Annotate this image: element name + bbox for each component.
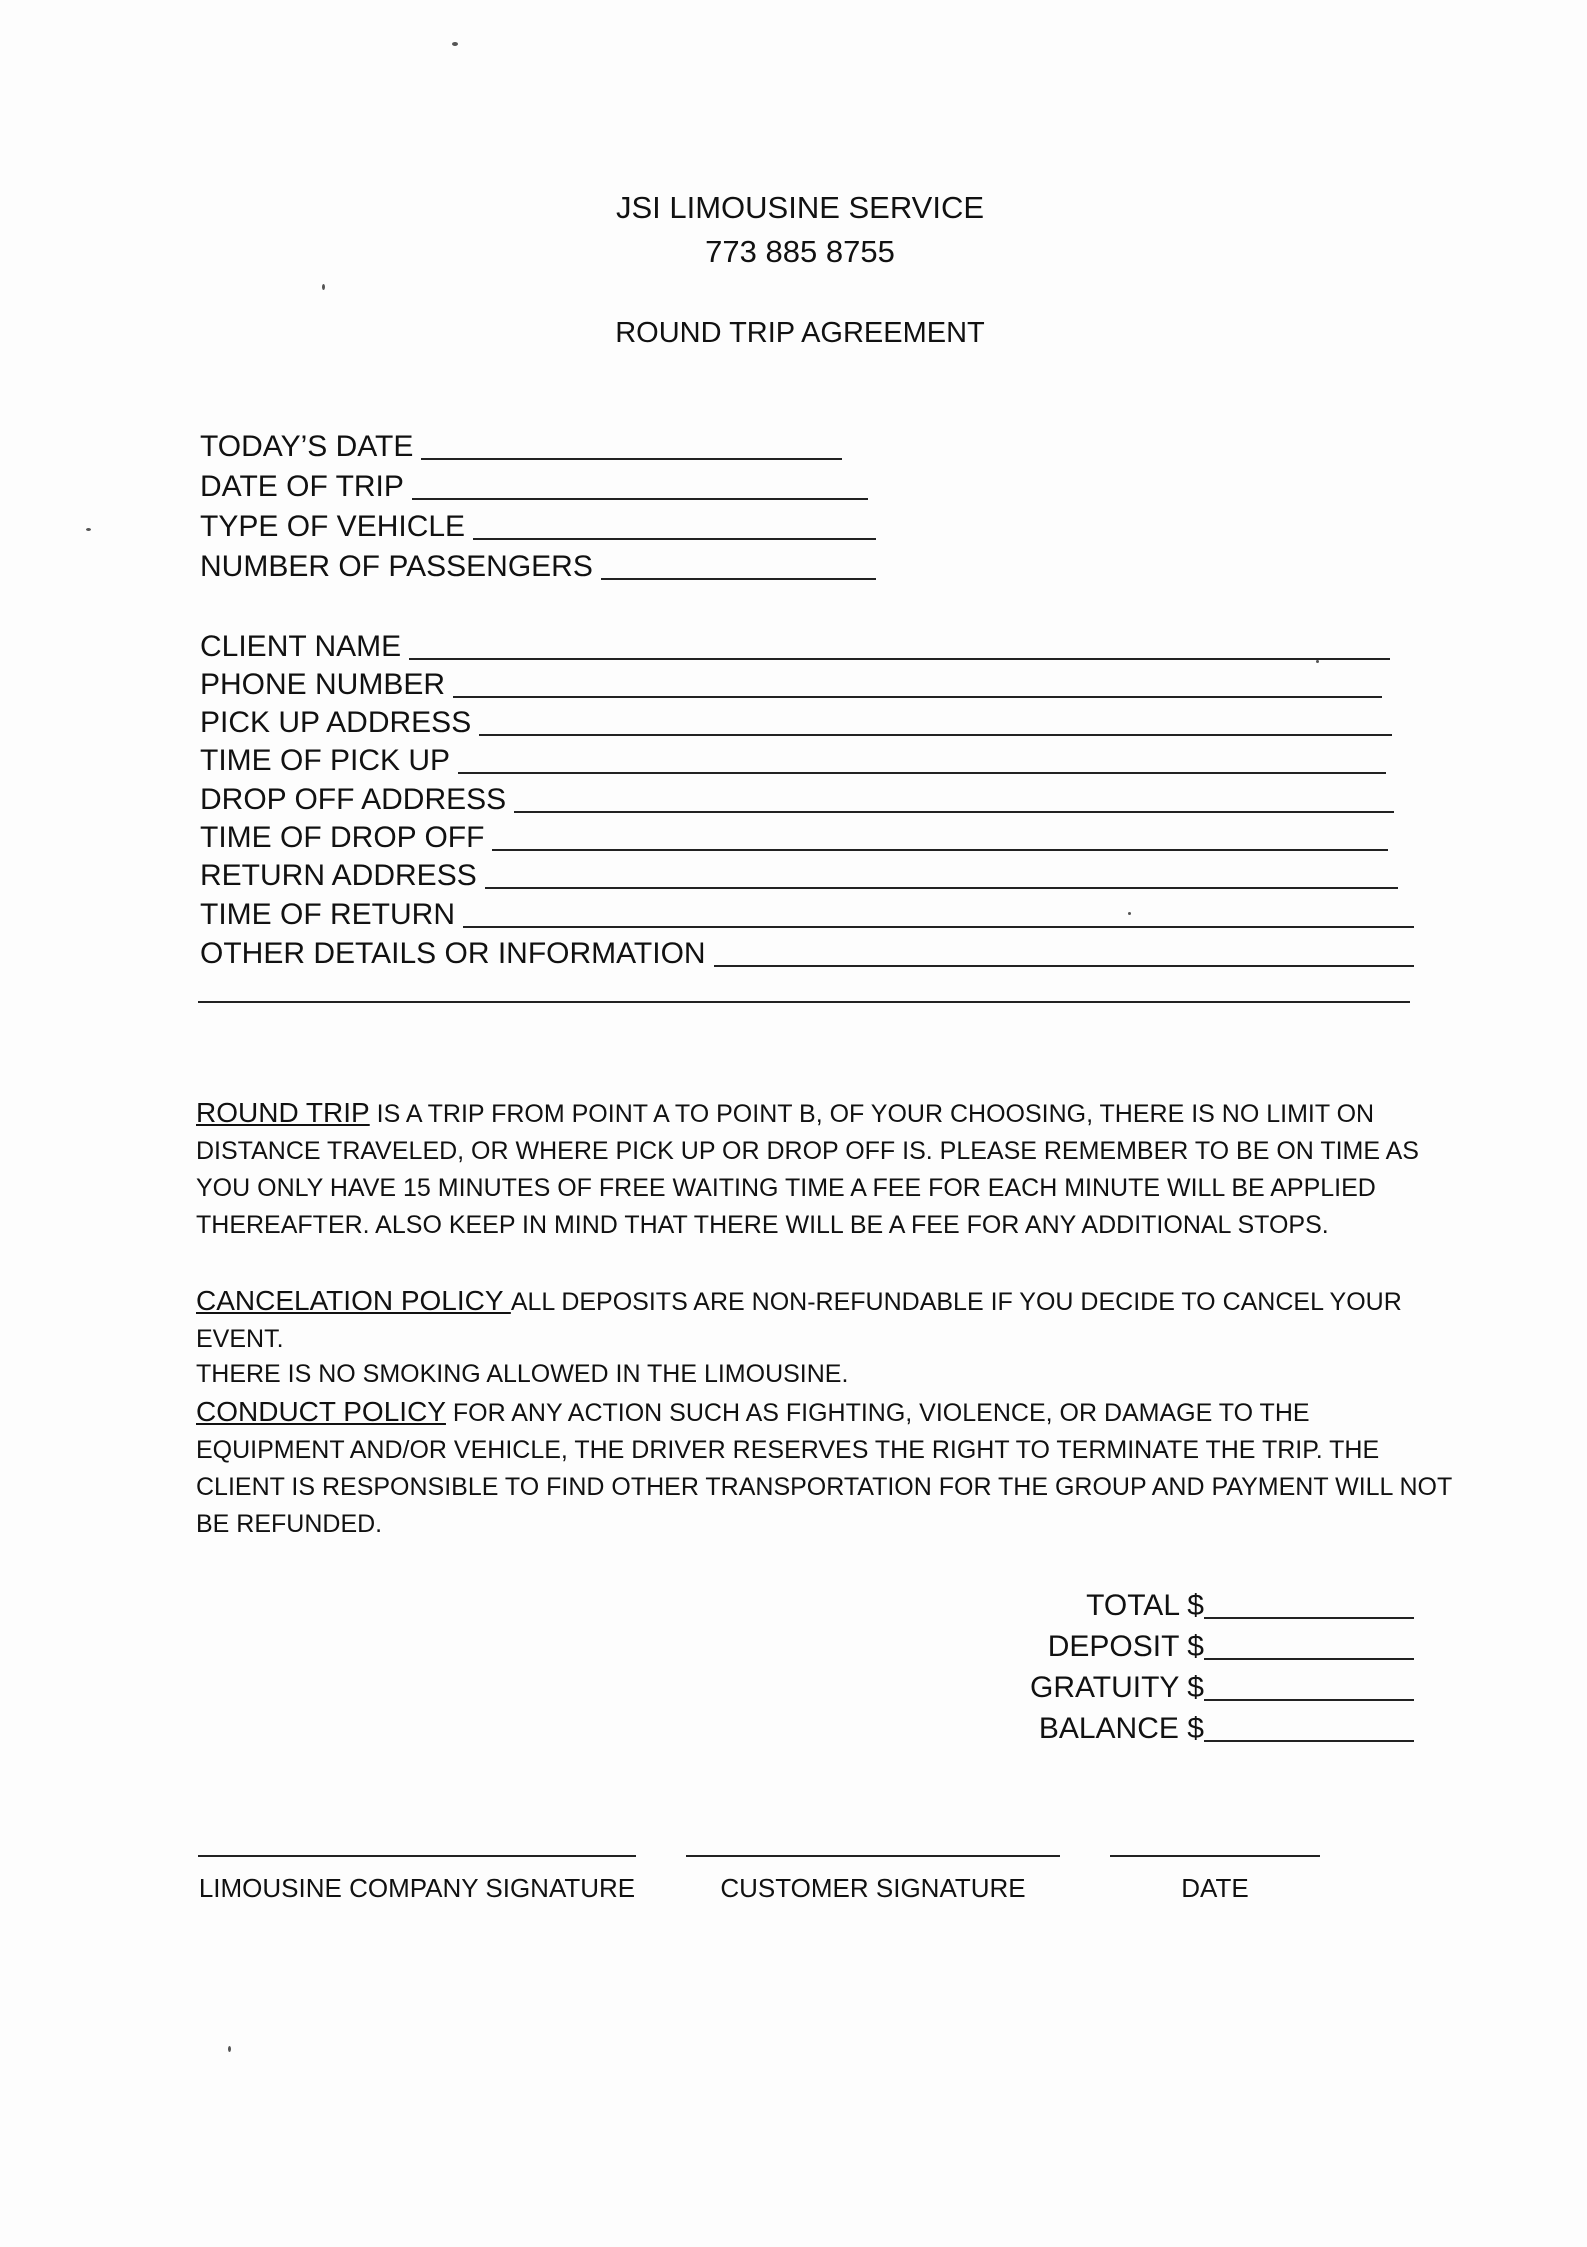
round-trip-text: IS A TRIP FROM POINT A TO POINT B, OF YOUR CHOOSING, THERE IS NO LIMIT ON DISTANCE TRAVELED, OR WHERE PICK UP OR DROP OFF IS. PLEASE REMEMBER TO BE ON TIME AS YOU ONLY HAVE 15 MINUTES OF FREE WAITING TIME A FEE FOR EACH MINUTE WILL BE APPLIED THEREAFTER. ALSO KEEP IN MIND THAT THERE WILL BE A FEE FOR ANY ADDITIONAL STOPS. <box>196 1100 1419 1239</box>
number-of-passengers-field[interactable] <box>200 550 876 584</box>
deposit-label: DEPOSIT $ <box>1047 1630 1204 1663</box>
company-signature-line[interactable] <box>198 1855 636 1857</box>
return-address-field[interactable] <box>200 859 1398 893</box>
deposit-line[interactable] <box>1204 1634 1414 1660</box>
pick-up-address-line[interactable] <box>479 708 1392 736</box>
scan-speck <box>1316 660 1319 663</box>
type-of-vehicle-label: TYPE OF VEHICLE <box>200 510 466 543</box>
scan-speck <box>452 42 458 46</box>
time-of-drop-off-line[interactable] <box>492 823 1388 851</box>
other-details-line[interactable] <box>714 939 1414 967</box>
todays-date-field[interactable] <box>200 430 842 464</box>
time-of-pick-up-field[interactable] <box>200 744 1386 778</box>
totals-block <box>1030 1582 1414 1746</box>
todays-date-line[interactable] <box>421 432 842 460</box>
cancelation-text: ALL DEPOSITS ARE NON-REFUNDABLE IF YOU DECIDE TO CANCEL YOUR EVENT. <box>196 1288 1402 1353</box>
gratuity-label: GRATUITY $ <box>1030 1671 1204 1704</box>
customer-signature-label: CUSTOMER SIGNATURE <box>720 1873 1026 1903</box>
round-trip-heading: ROUND TRIP <box>196 1097 370 1128</box>
company-signature-block[interactable] <box>198 1855 636 1904</box>
customer-signature-block[interactable] <box>686 1855 1060 1904</box>
todays-date-label: TODAY’S DATE <box>200 430 414 463</box>
company-phone: 773 885 8755 <box>705 234 895 269</box>
scan-speck <box>1128 912 1131 915</box>
return-address-label: RETURN ADDRESS <box>200 859 477 892</box>
deposit-row[interactable] <box>1030 1623 1414 1664</box>
phone-number-line[interactable] <box>453 670 1382 698</box>
phone-number-label: PHONE NUMBER <box>200 668 446 701</box>
type-of-vehicle-line[interactable] <box>473 512 876 540</box>
conduct-text: FOR ANY ACTION SUCH AS FIGHTING, VIOLENCE, OR DAMAGE TO THE EQUIPMENT AND/OR VEHICLE, THE DRIVER RESERVES THE RIGHT TO TERMINATE THE TRIP. THE CLIENT IS RESPONSIBLE TO FIND OTHER TRANSPORTATION FOR THE GROUP AND PAYMENT WILL NOT BE REFUNDED. <box>196 1399 1452 1538</box>
pick-up-address-field[interactable] <box>200 706 1392 740</box>
time-of-pick-up-label: TIME OF PICK UP <box>200 744 451 777</box>
other-details-extra-field[interactable] <box>198 975 1410 1007</box>
balance-row[interactable] <box>1030 1705 1414 1746</box>
total-row[interactable] <box>1030 1582 1414 1623</box>
gratuity-row[interactable] <box>1030 1664 1414 1705</box>
time-of-pick-up-line[interactable] <box>458 746 1386 774</box>
scan-speck <box>228 2046 231 2052</box>
time-of-drop-off-field[interactable] <box>200 821 1388 855</box>
drop-off-address-line[interactable] <box>514 785 1394 813</box>
smoking-policy <box>196 1356 1456 1393</box>
total-label: TOTAL $ <box>1086 1589 1204 1622</box>
balance-label: BALANCE $ <box>1038 1712 1204 1745</box>
document-title: ROUND TRIP AGREEMENT <box>615 317 985 349</box>
cancelation-heading: CANCELATION POLICY <box>196 1285 511 1316</box>
drop-off-address-label: DROP OFF ADDRESS <box>200 783 507 816</box>
type-of-vehicle-field[interactable] <box>200 510 876 544</box>
balance-line[interactable] <box>1204 1716 1414 1742</box>
client-name-label: CLIENT NAME <box>200 630 402 663</box>
drop-off-address-field[interactable] <box>200 783 1394 817</box>
round-trip-policy <box>196 1094 1456 1244</box>
time-of-return-line[interactable] <box>463 900 1414 928</box>
scan-speck <box>86 528 91 531</box>
number-of-passengers-line[interactable] <box>601 552 876 580</box>
client-name-field[interactable] <box>200 630 1390 664</box>
date-signature-line[interactable] <box>1110 1855 1320 1857</box>
date-signature-label: DATE <box>1181 1873 1249 1903</box>
pick-up-address-label: PICK UP ADDRESS <box>200 706 472 739</box>
total-line[interactable] <box>1204 1593 1414 1619</box>
smoking-text: THERE IS NO SMOKING ALLOWED IN THE LIMOUSINE. <box>196 1360 849 1388</box>
gratuity-line[interactable] <box>1204 1675 1414 1701</box>
scan-speck <box>322 284 325 290</box>
return-address-line[interactable] <box>485 861 1398 889</box>
conduct-policy <box>196 1393 1456 1543</box>
time-of-drop-off-label: TIME OF DROP OFF <box>200 821 485 854</box>
date-signature-block[interactable] <box>1110 1855 1320 1904</box>
conduct-heading: CONDUCT POLICY <box>196 1396 446 1427</box>
other-details-field[interactable] <box>200 937 1414 971</box>
date-of-trip-field[interactable] <box>200 470 868 504</box>
client-name-line[interactable] <box>409 632 1390 660</box>
time-of-return-label: TIME OF RETURN <box>200 898 455 931</box>
number-of-passengers-label: NUMBER OF PASSENGERS <box>200 550 593 583</box>
time-of-return-field[interactable] <box>200 898 1414 932</box>
cancelation-policy <box>196 1282 1456 1358</box>
date-of-trip-line[interactable] <box>412 472 868 500</box>
other-details-extra-line[interactable] <box>198 975 1410 1003</box>
other-details-label: OTHER DETAILS OR INFORMATION <box>200 937 706 970</box>
date-of-trip-label: DATE OF TRIP <box>200 470 404 503</box>
company-signature-label: LIMOUSINE COMPANY SIGNATURE <box>198 1873 636 1903</box>
company-name: JSI LIMOUSINE SERVICE <box>615 190 985 225</box>
phone-number-field[interactable] <box>200 668 1382 702</box>
customer-signature-line[interactable] <box>686 1855 1060 1857</box>
